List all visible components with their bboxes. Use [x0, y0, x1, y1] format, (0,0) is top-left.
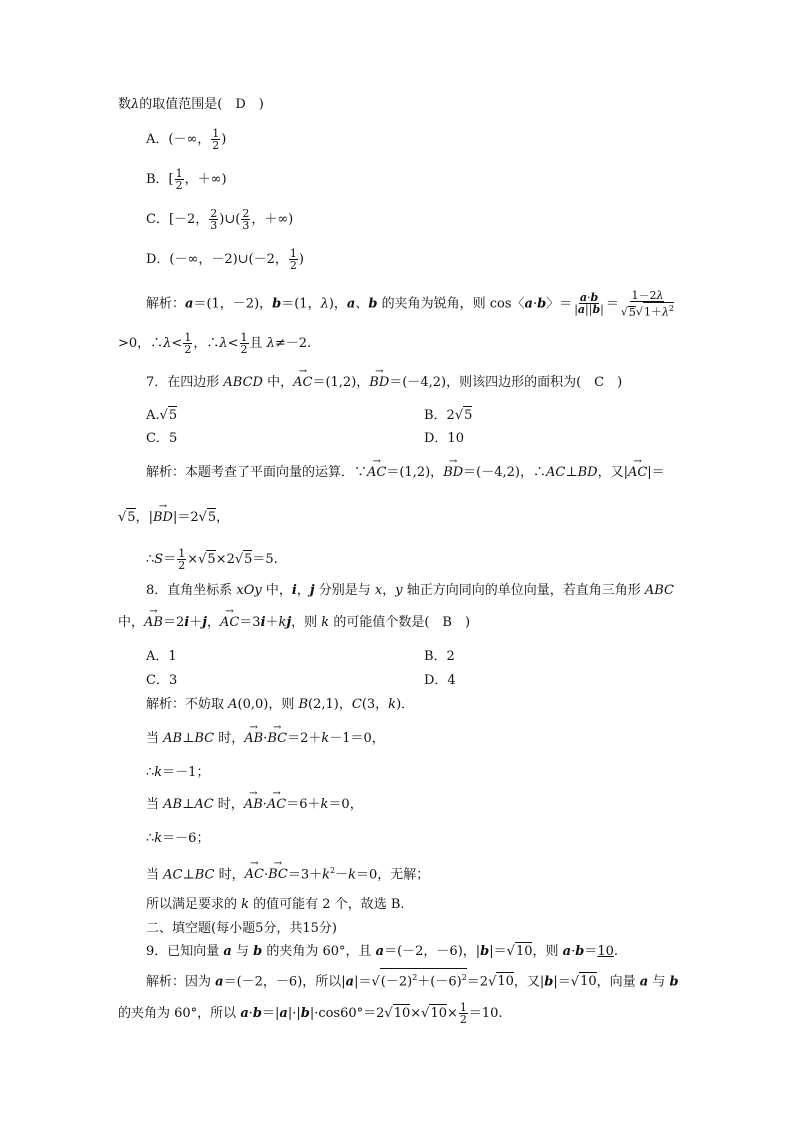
q8-analysis-line3: ∴k＝－1；	[146, 765, 210, 780]
q8-analysis-line2: 当 AB⊥BC 时，→ AB·→ BC＝2＋k－1＝0，	[146, 730, 385, 748]
q9-stem: 9．已知向量 a 与 b 的夹角为 60°，且 a＝(－2，－6)，|b|＝√10，则 a·b＝10.	[146, 944, 618, 959]
q8-analysis-line6: 当 AC⊥BC 时，→ $AC\cdot\to BC=3+k^2-k=0$，无解；	[146, 862, 429, 884]
q8-stem-line1: 8．直角坐标系 xOy 中，i，j 分别是与 x，y 轴正方向同向的单位向量，若直角三角形 ABC	[146, 583, 674, 598]
q8-stem-line2: 中，→ AB＝2i＋j，→ AC＝3i＋kj，则 k 的可能值个数是( B )	[118, 614, 470, 632]
q8-option-b: B．2	[424, 649, 455, 664]
q9-analysis-line2: 的夹角为 60°，所以 a·b＝|a|·|b|·cos60°＝2√10×√10× $\frac{1}{2}$ ＝10.	[118, 1001, 503, 1026]
q6-option-b: B．[ $\frac{1}{2}$ ，＋∞)	[146, 167, 227, 192]
q7-option-a: A.√5	[146, 408, 178, 423]
q8-analysis-line1: 解析：不妨取 A(0,0)，则 B(2,1)，C(3，k)．	[146, 697, 415, 712]
q7-analysis-line3: ∴S＝ $\frac{1}{2}$ ×√5×2√5＝5.	[146, 547, 278, 572]
q7-stem: 7．在四边形 ABCD 中，→ AC＝(1,2)，→ BD＝(－4,2)，则该四边形的面积为( C )	[146, 374, 622, 392]
q8-analysis-line7: 所以满足要求的 k 的值可能有 2 个，故选 B.	[146, 897, 405, 912]
q7-option-d: D．10	[424, 431, 464, 446]
q7-option-c: C．5	[146, 431, 178, 446]
q8-analysis-line4: 当 AB⊥AC 时，→ AB·→ AC＝6＋k＝0，	[146, 796, 363, 814]
q8-option-a: A．1	[146, 649, 177, 664]
q6-analysis-line1: 解析：a＝(1，－2)，b＝(1，λ)，a、b 的夹角为锐角，则 cos〈a·b〉＝ $\frac{a\cdot b}{|a||b|}$ ＝ $\frac{1-2\lambda}{√5√1+\lambda^2}$	[146, 289, 675, 319]
q7-analysis-line2: √5，|→ BD|＝2√5，	[118, 508, 229, 527]
q8-analysis-line5: ∴k＝－6；	[146, 831, 210, 846]
q7-analysis-line1: 解析：本题考查了平面向量的运算．∵→ AC＝(1,2)，→ BD＝(－4,2)，∴AC⊥BD，又|→ AC|＝	[146, 464, 665, 482]
section-2-heading: 二、填空题(每小题5分，共15分)	[146, 921, 337, 936]
q6-option-a: A．(－∞， $\frac{1}{2}$ )	[146, 127, 227, 152]
q9-analysis-line1: 解析：因为 a＝(－2，－6)，所以$|a|=√(-2)^2+(-6)^2=2√10$，又|b|＝√10，向量 a 与 b	[146, 968, 679, 991]
q8-option-d: D．4	[424, 673, 456, 688]
q7-option-b: B．2√5	[424, 408, 473, 423]
q6-stem-tail: 数λ的取值范围是( D )	[118, 97, 264, 112]
q8-option-c: C．3	[146, 673, 178, 688]
q6-option-d: D．(－∞，－2)∪(－2， $\frac{1}{2}$ )	[146, 247, 304, 272]
q6-analysis-line2: >0，∴λ< $\frac{1}{2}$ ，∴λ< $\frac{1}{2}$ 且 λ≠－2.	[118, 331, 312, 356]
q6-option-c: C．[－2， $\frac{2}{3}$ )∪( $\frac{2}{3}$ ，＋∞)	[146, 207, 294, 232]
